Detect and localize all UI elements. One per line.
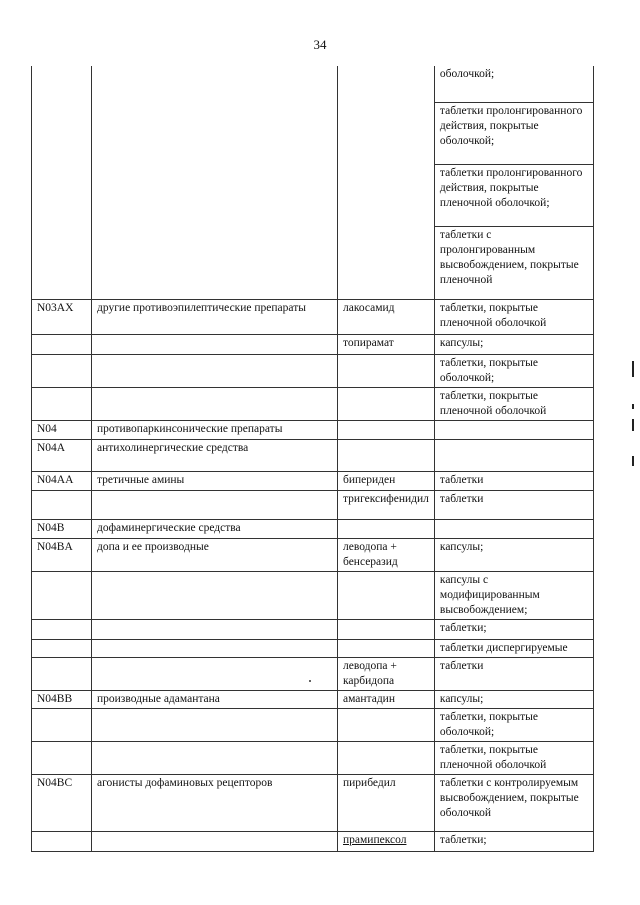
substance-cell	[338, 741, 435, 774]
table-row	[32, 519, 594, 538]
atc-code-cell	[32, 708, 92, 741]
group-name-cell	[92, 690, 338, 708]
substance-text: леводопа + бенсеразид	[343, 540, 398, 568]
table-row	[32, 741, 594, 774]
substance-cell	[338, 471, 435, 490]
substance-text: леводопа + карбидопа	[343, 659, 397, 687]
table-row	[32, 226, 594, 299]
group-name-cell	[92, 102, 338, 164]
margin-mark	[632, 419, 634, 431]
margin-mark	[632, 361, 634, 377]
dosage-form-cell	[434, 299, 593, 334]
substance-text: прамипексол	[343, 833, 407, 846]
substance-text: лакосамид	[343, 301, 395, 314]
group-name-cell	[92, 387, 338, 420]
dosage-form-cell	[434, 420, 593, 439]
dosage-form-cell	[434, 102, 593, 164]
atc-code-cell	[32, 471, 92, 490]
table-row	[32, 471, 594, 490]
atc-code-cell	[32, 334, 92, 354]
dosage-form-text: таблетки пролонгированного действия, покрытые пленочной оболочкой;	[439, 166, 583, 209]
dosage-form-cell	[434, 439, 593, 471]
group-name-text: антихолинергические средства	[97, 441, 249, 454]
atc-code-cell	[32, 571, 92, 619]
group-name-cell	[92, 708, 338, 741]
margin-mark	[632, 404, 634, 409]
table-body	[32, 66, 594, 851]
table-row	[32, 387, 594, 420]
substance-cell	[338, 354, 435, 387]
substance-text: амантадин	[343, 692, 395, 705]
substance-cell	[338, 774, 435, 831]
atc-code-text: N04BA	[37, 540, 73, 553]
substance-cell	[338, 519, 435, 538]
atc-code-cell	[32, 619, 92, 639]
substance-cell	[338, 226, 435, 299]
atc-code-cell	[32, 741, 92, 774]
atc-code-text: N04BB	[37, 692, 73, 705]
dosage-form-cell	[434, 538, 593, 571]
atc-code-cell	[32, 299, 92, 334]
group-name-cell	[92, 420, 338, 439]
dosage-form-text: таблетки диспергируемые	[439, 641, 568, 654]
table-row	[32, 774, 594, 831]
dosage-form-cell	[434, 66, 593, 102]
substance-cell	[338, 708, 435, 741]
group-name-text: другие противоэпилептические препараты	[97, 301, 306, 314]
dosage-form-text: таблетки с пролонгированным высвобождением, покрытые пленочной	[439, 228, 579, 286]
table-row	[32, 164, 594, 226]
table-row	[32, 420, 594, 439]
table-row	[32, 354, 594, 387]
substance-cell	[338, 439, 435, 471]
substance-cell	[338, 299, 435, 334]
group-name-text: дофаминергические средства	[97, 521, 241, 534]
page-number: 34	[313, 37, 327, 52]
group-name-cell	[92, 519, 338, 538]
atc-code-cell	[32, 490, 92, 519]
atc-code-text: N04BC	[37, 776, 73, 789]
atc-code-cell	[32, 387, 92, 420]
substance-text: пирибедил	[343, 776, 396, 789]
substance-cell	[338, 690, 435, 708]
table-row	[32, 708, 594, 741]
dosage-form-text: таблетки	[439, 473, 484, 486]
table-row	[32, 619, 594, 639]
table-row	[32, 102, 594, 164]
table-row	[32, 690, 594, 708]
dosage-form-cell	[434, 741, 593, 774]
dosage-form-cell	[434, 334, 593, 354]
group-name-cell	[92, 639, 338, 657]
group-name-text: агонисты дофаминовых рецепторов	[97, 776, 273, 789]
dosage-form-text: таблетки;	[439, 833, 487, 846]
substance-cell	[338, 420, 435, 439]
dosage-form-text: капсулы;	[439, 540, 484, 553]
group-name-cell	[92, 164, 338, 226]
dosage-form-cell	[434, 774, 593, 831]
table-row	[32, 538, 594, 571]
group-name-cell	[92, 471, 338, 490]
atc-code-cell	[32, 66, 92, 102]
group-name-cell	[92, 490, 338, 519]
dosage-form-text: таблетки с контролируемым высвобождением, покрытые оболочкой	[439, 776, 579, 819]
atc-code-cell	[32, 354, 92, 387]
dosage-form-text: таблетки, покрытые оболочкой;	[439, 356, 538, 384]
group-name-cell	[92, 226, 338, 299]
atc-code-cell	[32, 519, 92, 538]
dosage-form-text: таблетки, покрытые оболочкой;	[439, 710, 538, 738]
group-name-text: противопаркинсонические препараты	[97, 422, 283, 435]
dosage-form-text: таблетки, покрытые пленочной оболочкой	[439, 389, 547, 417]
dosage-form-cell	[434, 164, 593, 226]
atc-code-cell	[32, 102, 92, 164]
atc-code-cell	[32, 657, 92, 690]
dosage-form-cell	[434, 690, 593, 708]
dosage-form-text: таблетки, покрытые пленочной оболочкой	[439, 743, 547, 771]
substance-cell	[338, 102, 435, 164]
substance-cell	[338, 571, 435, 619]
substance-cell	[338, 334, 435, 354]
atc-code-cell	[32, 226, 92, 299]
atc-code-cell	[32, 639, 92, 657]
substance-text: топирамат	[343, 336, 394, 349]
dosage-form-text: таблетки;	[439, 621, 487, 634]
table-row	[32, 831, 594, 851]
atc-code-cell	[32, 538, 92, 571]
group-name-text: производные адамантана	[97, 692, 220, 705]
atc-code-cell	[32, 420, 92, 439]
substance-cell	[338, 538, 435, 571]
atc-code-text: N04AA	[37, 473, 74, 486]
substance-cell	[338, 490, 435, 519]
dosage-form-cell	[434, 226, 593, 299]
atc-code-text: N04B	[37, 521, 65, 534]
dosage-form-cell	[434, 708, 593, 741]
dosage-form-text: таблетки	[439, 659, 484, 672]
group-name-text: допа и ее производные	[97, 540, 209, 553]
dosage-form-text: капсулы с модифицированным высвобождением;	[439, 573, 540, 616]
dosage-form-cell	[434, 387, 593, 420]
drug-classification-table	[31, 66, 594, 852]
group-name-cell	[92, 334, 338, 354]
dosage-form-cell	[434, 571, 593, 619]
dosage-form-text: таблетки пролонгированного действия, покрытые оболочкой;	[439, 104, 583, 147]
group-name-cell	[92, 619, 338, 639]
margin-mark	[632, 456, 634, 466]
substance-cell	[338, 164, 435, 226]
substance-cell	[338, 831, 435, 851]
table-row	[32, 490, 594, 519]
table-row	[32, 657, 594, 690]
dosage-form-cell	[434, 619, 593, 639]
group-name-cell	[92, 831, 338, 851]
dosage-form-text: таблетки, покрытые пленочной оболочкой	[439, 301, 547, 329]
table-row	[32, 66, 594, 102]
table-row	[32, 571, 594, 619]
atc-code-text: N03AX	[37, 301, 74, 314]
substance-cell	[338, 639, 435, 657]
dosage-form-cell	[434, 490, 593, 519]
group-name-cell	[92, 741, 338, 774]
group-name-cell	[92, 439, 338, 471]
atc-code-cell	[32, 690, 92, 708]
substance-cell	[338, 657, 435, 690]
dosage-form-cell	[434, 519, 593, 538]
dosage-form-cell	[434, 354, 593, 387]
substance-text: тригексифенидил	[343, 492, 429, 505]
group-name-cell	[92, 538, 338, 571]
atc-code-cell	[32, 774, 92, 831]
group-name-cell	[92, 66, 338, 102]
atc-code-text: N04	[37, 422, 57, 435]
group-name-cell	[92, 657, 338, 690]
atc-code-cell	[32, 164, 92, 226]
table-row	[32, 639, 594, 657]
atc-code-text: N04A	[37, 441, 66, 454]
group-name-cell	[92, 299, 338, 334]
dosage-form-cell	[434, 471, 593, 490]
substance-cell	[338, 619, 435, 639]
atc-code-cell	[32, 439, 92, 471]
substance-cell	[338, 387, 435, 420]
dosage-form-text: таблетки	[439, 492, 484, 505]
group-name-cell	[92, 774, 338, 831]
group-name-cell	[92, 571, 338, 619]
atc-code-cell	[32, 831, 92, 851]
scan-speck	[309, 680, 311, 682]
table-row	[32, 299, 594, 334]
table-row	[32, 439, 594, 471]
substance-cell	[338, 66, 435, 102]
table-row	[32, 334, 594, 354]
dosage-form-text: капсулы;	[439, 336, 484, 349]
dosage-form-text: капсулы;	[439, 692, 484, 705]
group-name-text: третичные амины	[97, 473, 185, 486]
dosage-form-cell	[434, 657, 593, 690]
dosage-form-cell	[434, 831, 593, 851]
dosage-form-text: оболочкой;	[439, 68, 495, 80]
dosage-form-cell	[434, 639, 593, 657]
substance-text: бипериден	[343, 473, 396, 486]
group-name-cell	[92, 354, 338, 387]
